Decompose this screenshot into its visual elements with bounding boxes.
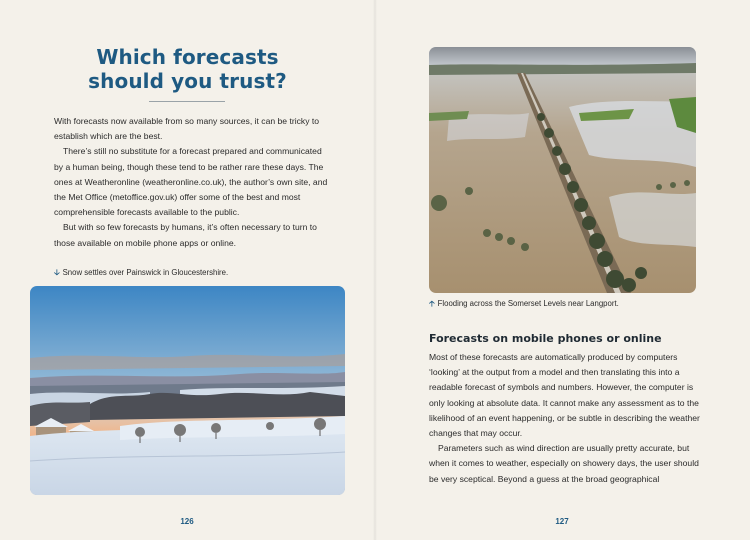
page-title <box>40 45 335 93</box>
paragraph: But with so few forecasts by humans, it’s often necessary to turn to those available on mobile phone apps or online. <box>54 222 317 248</box>
right-body-text <box>429 350 701 487</box>
left-body-text <box>54 114 330 251</box>
title-line-2: should you trust? <box>88 69 287 93</box>
page-number: 126 <box>180 517 194 526</box>
caption-text: Flooding across the Somerset Levels near Langport. <box>437 299 619 308</box>
section-heading: Forecasts on mobile phones or online <box>429 332 662 345</box>
page-number: 127 <box>555 517 569 526</box>
right-page <box>375 0 750 540</box>
title-line-1: Which forecasts <box>96 45 279 69</box>
arrow-up-icon: 🡡 <box>429 299 435 308</box>
arrow-down-icon: 🡣 <box>54 268 60 277</box>
snow-photo-caption <box>54 268 344 278</box>
caption-text: Snow settles over Painswick in Gloucestershire. <box>62 268 229 277</box>
snow-landscape-photo <box>30 286 345 495</box>
flood-photo-caption <box>429 299 719 309</box>
title-divider <box>149 101 225 102</box>
paragraph: There’s still no substitute for a forecast prepared and communicated by a human being, though these tend to be rather rare these days. The ones at Weatheronline (weatheronline.co.uk), the author’s own site, and the Met Office (metoffice.gov.uk) offer some of the best and most comprehensible forecasts available to the public. <box>54 146 328 218</box>
paragraph: Parameters such as wind direction are usually pretty accurate, but when it comes to weather, especially on showery days, the user should be very sceptical. Beyond a guess at the broad geographical <box>429 443 699 484</box>
paragraph: With forecasts now available from so many sources, it can be tricky to establish which are the best. <box>54 116 320 142</box>
paragraph: Most of these forecasts are automatically produced by computers ‘looking’ at the output from a model and then translating this into a readable forecast of symbols and numbers. However, the computer is only looking at absolute data. It cannot make any assessment as to the likelihood of an event happening, or be subtle in describing the weather changes that may occur. <box>429 352 700 439</box>
flood-aerial-photo <box>429 47 696 293</box>
